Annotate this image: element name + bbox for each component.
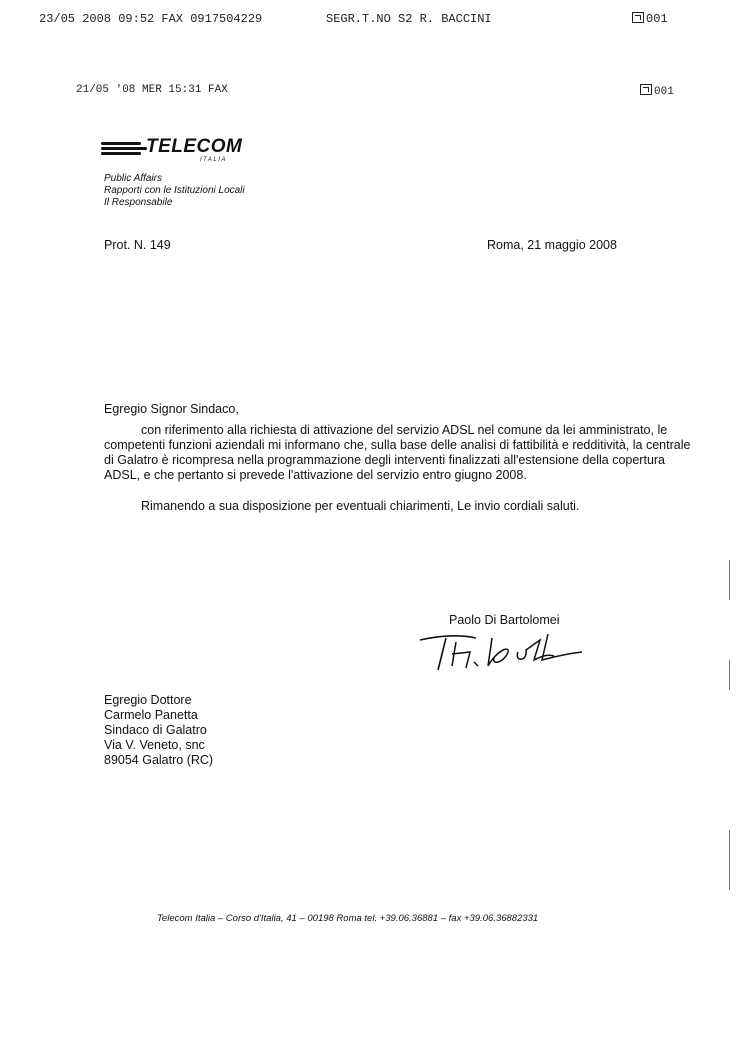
department-line: Il Responsabile [104, 197, 173, 208]
paragraph1-line: competenti funzioni aziendali mi informano che, sulla base delle analisi di fattibilità e redditività, la centrale [104, 438, 691, 452]
recipient-line: Via V. Veneto, snc [104, 738, 205, 752]
recipient-address [104, 693, 213, 768]
signature-icon [418, 626, 588, 676]
scan-artifact [729, 830, 730, 890]
scan-artifact [729, 660, 730, 690]
recipient-line: Sindaco di Galatro [104, 723, 207, 737]
closing-paragraph: Rimanendo a sua disposizione per eventuali chiarimenti, Le invio cordiali saluti. [141, 499, 580, 513]
paragraph1-line: con riferimento alla richiesta di attivazione del servizio ADSL nel comune da lei amministrato, le [141, 423, 668, 437]
telecom-logo-waves-icon [101, 142, 149, 158]
fax-header-page-number: 001 [646, 12, 668, 26]
paragraph1-line: di Galatro è ricompresa nella programmazione degli interventi finalizzati all'estensione della copertura [104, 453, 666, 467]
fax-page-icon [632, 12, 644, 23]
fax-page-icon [640, 84, 652, 95]
place-date: Roma, 21 maggio 2008 [487, 238, 617, 252]
telecom-logo-subtext: ITALIA [200, 157, 227, 163]
fax-header-2-page-number: 001 [654, 86, 674, 98]
department-line: Rapporti con le Istituzioni Locali [104, 185, 245, 196]
signatory-name: Paolo Di Bartolomei [449, 613, 560, 627]
telecom-logo-text: TELECOM [146, 136, 243, 157]
department-block [104, 173, 245, 209]
paragraph1-line: ADSL, e che pertanto si prevede l'attivazione del servizio entro giugno 2008. [104, 468, 527, 482]
fax-header-sender: SEGR.T.NO S2 R. BACCINI [326, 12, 492, 26]
scan-artifact [729, 560, 730, 600]
protocol-number: Prot. N. 149 [104, 238, 171, 252]
department-line: Public Affairs [104, 173, 162, 184]
fax-header-timestamp: 23/05 2008 09:52 FAX 0917504229 [39, 12, 263, 26]
recipient-line: 89054 Galatro (RC) [104, 753, 214, 767]
company-footer: Telecom Italia – Corso d'Italia, 41 – 00198 Roma tel. +39.06.36881 – fax +39.06.36882331 [157, 913, 539, 924]
recipient-line: Carmelo Panetta [104, 708, 198, 722]
recipient-line: Egregio Dottore [104, 693, 192, 707]
fax-header-page [632, 12, 668, 26]
fax-header-2-page [640, 84, 674, 98]
salutation: Egregio Signor Sindaco, [104, 402, 239, 416]
fax-header-2-timestamp: 21/05 '08 MER 15:31 FAX [76, 84, 228, 96]
